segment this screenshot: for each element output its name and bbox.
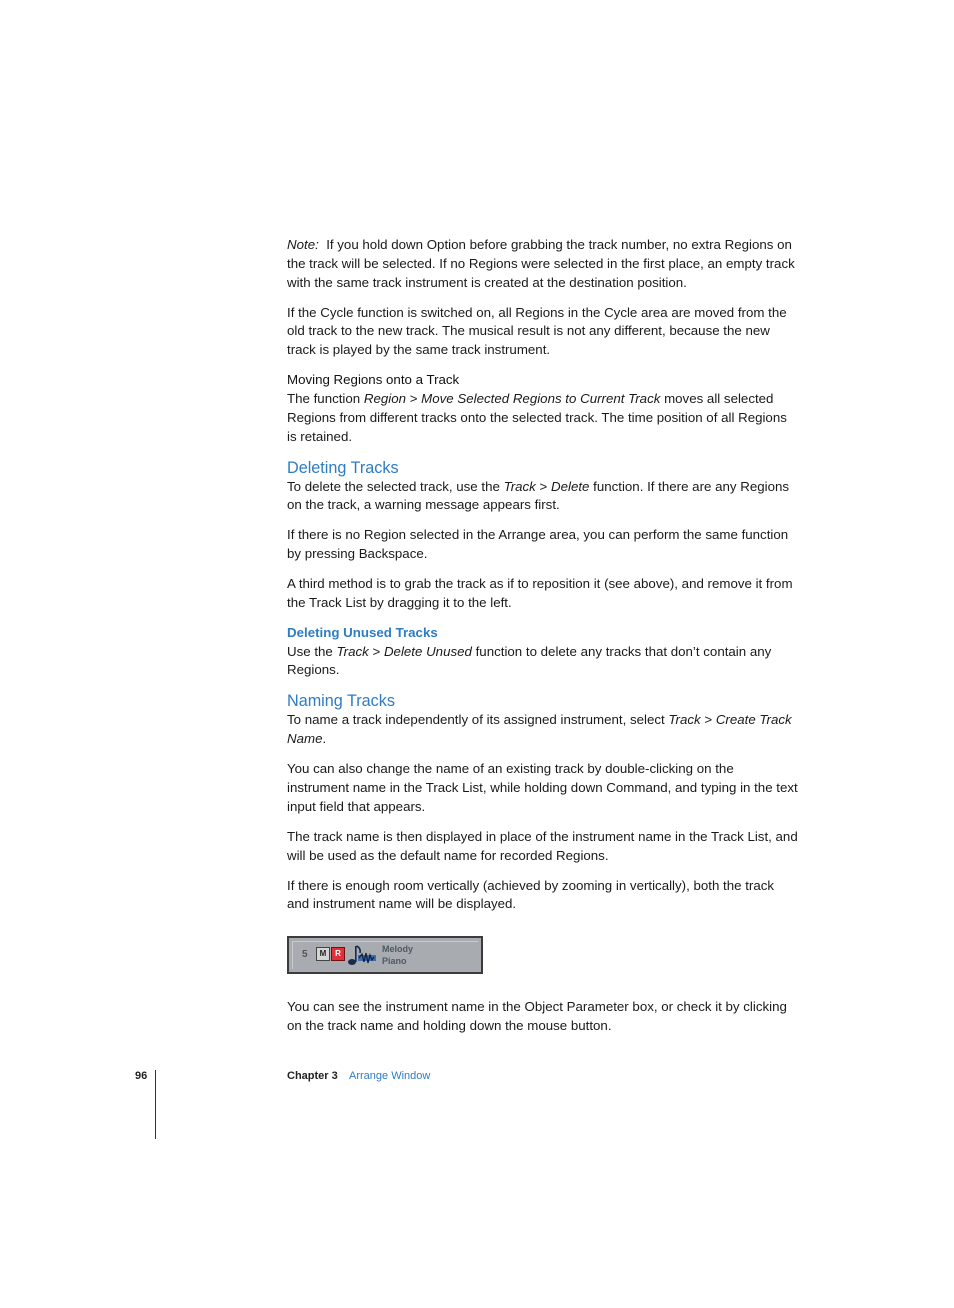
moving-heading: Moving Regions onto a Track xyxy=(287,372,460,388)
final-paragraph: You can see the instrument name in the Object Parameter box, or check it by clicking on the track name and holding down the mouse button. xyxy=(287,999,787,1033)
note-label: Note: xyxy=(287,237,319,252)
footer-chapter-title: Arrange Window xyxy=(349,1070,431,1082)
deleting-tracks-heading: Deleting Tracks xyxy=(287,458,399,477)
moving-paragraph: The function Region > Move Selected Regions to Current Track moves all selected Regions from different tracks onto the selected track. The time position of all Regions is retained. xyxy=(287,390,787,444)
mute-button[interactable]: M xyxy=(316,947,330,961)
track-number[interactable]: 5 xyxy=(302,949,308,961)
track-list-entry[interactable] xyxy=(287,936,483,974)
footer-chapter: Chapter 3 xyxy=(287,1070,338,1082)
footer-divider xyxy=(155,1070,156,1139)
naming-paragraph-3: The track name is then displayed in place of the instrument name in the Track List, and will be used as the default name for recorded Regions. xyxy=(287,828,798,863)
instrument-name-label[interactable]: Piano xyxy=(382,956,407,967)
deleting-paragraph-3: A third method is to grab the track as if to reposition it (see above), and remove it from the Track List by dragging it to the left. xyxy=(287,576,793,610)
record-button[interactable]: R xyxy=(331,947,345,961)
page-number: 96 xyxy=(135,1070,148,1082)
instrument-note-icon xyxy=(346,942,376,968)
naming-tracks-heading: Naming Tracks xyxy=(287,692,395,711)
cycle-paragraph: If the Cycle function is switched on, all Regions in the Cycle area are moved from the old track to the new track. The musical result is not any different, because the new track is played by the same track instrument. xyxy=(287,304,787,358)
track-name-label[interactable]: Melody xyxy=(382,944,414,955)
naming-paragraph-1: To name a track independently of its assigned instrument, select Track > Create Track Name. xyxy=(287,712,792,747)
page-body xyxy=(287,236,799,1036)
naming-paragraph-2: You can also change the name of an existing track by double-clicking on the instrument name in the Track List, while holding down Command, and typing in the text input field that appears. xyxy=(287,761,798,814)
unused-paragraph: Use the Track > Delete Unused function to delete any tracks that don’t contain any Regions. xyxy=(287,643,772,678)
deleting-paragraph-1: To delete the selected track, use the Track > Delete function. If there are any Regions on the track, a warning message appears first. xyxy=(287,478,790,513)
deleting-unused-heading: Deleting Unused Tracks xyxy=(287,624,438,640)
naming-paragraph-4: If there is enough room vertically (achieved by zooming in vertically), both the track and instrument name will be displayed. xyxy=(287,877,775,912)
deleting-paragraph-2: If there is no Region selected in the Arrange area, you can perform the same function by pressing Backspace. xyxy=(287,527,789,562)
note-paragraph: Note: If you hold down Option before grabbing the track number, no extra Regions on the track will be selected. If no Regions were selected in the first place, an empty track with the same track instrument is created at the destination position. xyxy=(287,237,795,290)
